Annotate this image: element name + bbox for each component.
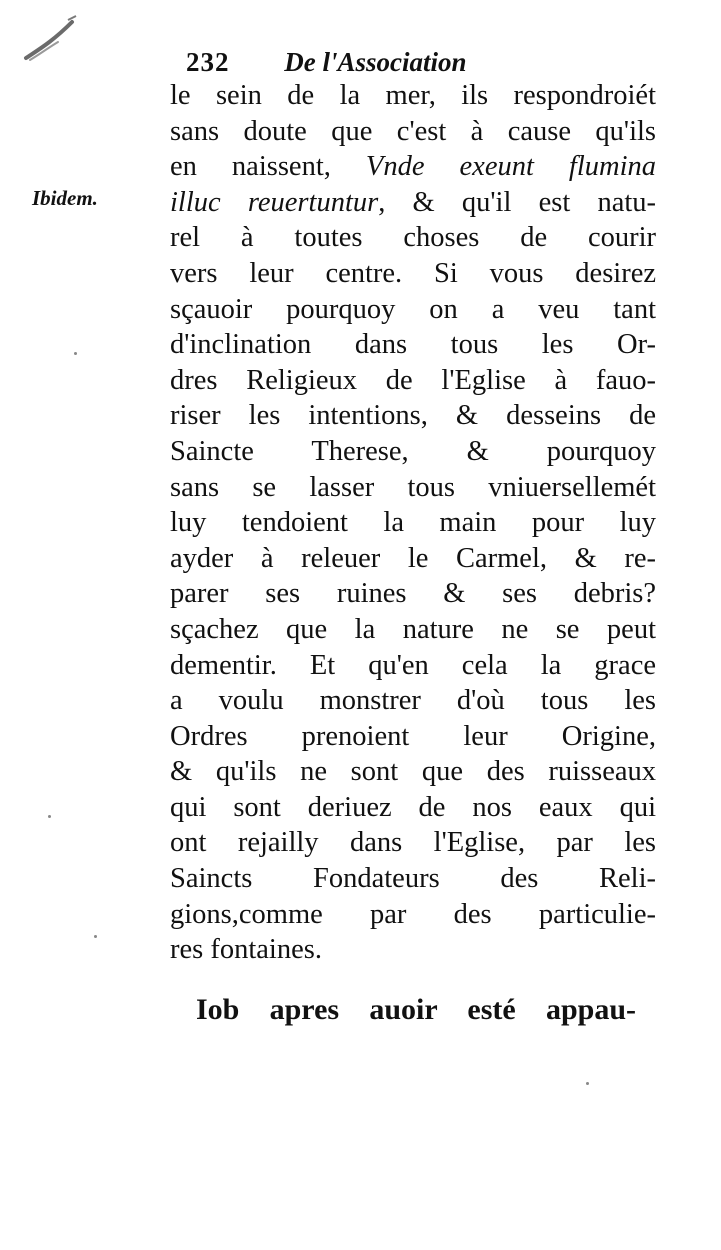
body-text [170,78,656,968]
ink-speck [94,935,97,938]
text-span: res fontaines. [170,934,322,966]
text-span: qui sont deriuez de nos eaux qui [170,791,656,823]
ink-speck [586,1082,589,1085]
text-line [170,256,656,292]
text-line [170,149,656,185]
text-line [170,292,656,328]
text-span: en naissent, [170,151,366,183]
text-line [170,220,656,256]
text-span: vers leur centre. Si vous desirez [170,257,656,289]
text-line [170,576,656,612]
text-line [170,825,656,861]
text-span: luy tendoient la main pour luy [170,507,656,539]
text-line [170,932,656,968]
text-span: rel à toutes choses de courir [170,222,656,254]
text-span: d'inclination dans tous les Or- [170,329,656,361]
text-span: Saincte Therese, & pourquoy [170,435,656,467]
running-head [186,44,626,80]
text-span: parer ses ruines & ses debris? [170,578,656,610]
text-span: sçachez que la nature ne se peut [170,613,656,645]
margin-note: Ibidem. [32,186,98,210]
text-span: le sein de la mer, ils respondroiét [170,80,656,111]
text-span: gions,comme par des particulie- [170,898,656,930]
text-line [170,434,656,470]
text-span: ayder à releuer le Carmel, & re- [170,542,656,574]
text-line [170,897,656,933]
text-line [170,78,656,114]
ink-speck [48,815,51,818]
next-paragraph-first-line: Iob apres auoir esté appau- [196,993,636,1026]
text-line [170,719,656,755]
text-span: riser les intentions, & desseins de [170,400,656,432]
page-number: 232 [186,47,230,77]
text-span: a voulu monstrer d'où tous les [170,685,656,717]
text-line [170,612,656,648]
text-span: dres Religieux de l'Eglise à fauo- [170,364,656,396]
text-span: , & qu'il est natu- [378,186,656,218]
text-span: sçauoir pourquoy on a veu tant [170,293,656,325]
text-line [170,861,656,897]
text-span: sans doute que c'est à cause qu'ils [170,115,656,147]
text-line [170,790,656,826]
text-line [170,683,656,719]
text-line [170,505,656,541]
text-line [170,363,656,399]
text-line [170,470,656,506]
text-line [170,185,656,221]
text-span: Saincts Fondateurs des Reli- [170,863,656,895]
text-line [170,398,656,434]
text-span: ont rejailly dans l'Eglise, par les [170,827,656,859]
text-line [170,541,656,577]
latin-quotation: illuc reuertuntur [170,186,379,218]
text-span: sans se lasser tous vniuersellemét [170,471,656,503]
running-title: De l'Association [284,47,467,77]
ink-mark [22,14,82,66]
text-span: Ordres prenoient leur Origine, [170,720,656,752]
text-line [170,754,656,790]
text-line [170,114,656,150]
text-line [170,327,656,363]
ink-speck [74,352,77,355]
text-line [170,648,656,684]
text-span: dementir. Et qu'en cela la grace [170,649,656,681]
text-span: & qu'ils ne sont que des ruisseaux [170,756,656,788]
latin-quotation: Vnde exeunt flumina [365,151,656,183]
